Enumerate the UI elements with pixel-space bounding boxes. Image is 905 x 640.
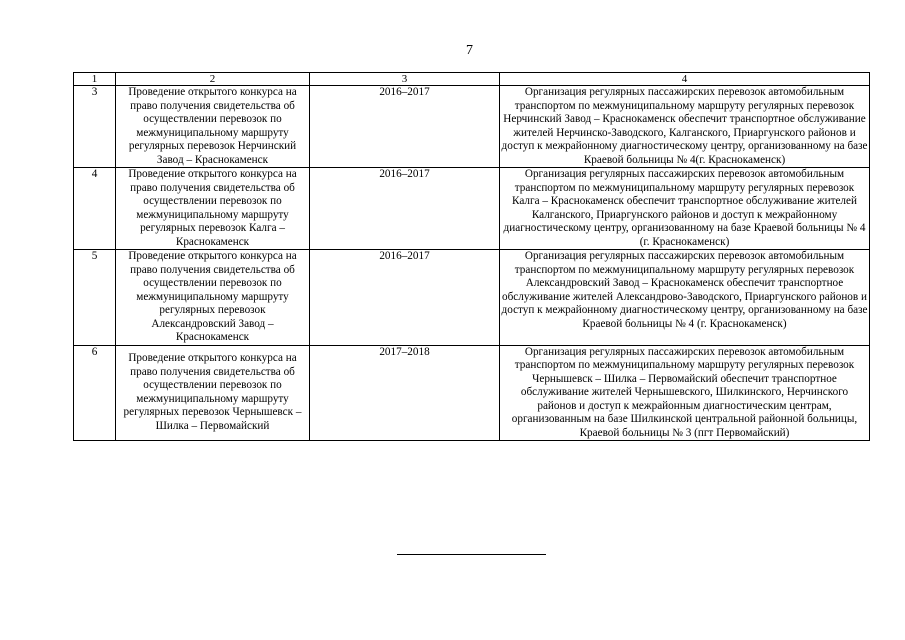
row-number-cell: 5 <box>74 250 116 346</box>
period-cell: 2016–2017 <box>310 168 500 250</box>
result-cell: Организация регулярных пассажирских перевозок автомобильным транспортом по межмуниципальному маршруту регулярных перевозок Калга – Краснокаменск обеспечит транспортное обслуживание жителей Калганского, Приаргунского районов и доступ к межрайонному диагностическому центру, организованному на базе Краевой больницы № 4 (г. Краснокаменск) <box>500 168 870 250</box>
period-cell: 2017–2018 <box>310 345 500 441</box>
header-cell-col-1: 1 <box>74 73 116 86</box>
row-number-cell: 4 <box>74 168 116 250</box>
header-cell-col-2: 2 <box>116 73 310 86</box>
table-row <box>74 250 870 346</box>
activity-cell: Проведение открытого конкурса на право получения свидетельства об осуществлении перевозок по межмуниципальному маршруту регулярных перевозок Александровский Завод – Краснокаменск <box>116 250 310 346</box>
activity-cell: Проведение открытого конкурса на право получения свидетельства об осуществлении перевозок по межмуниципальному маршруту регулярных перевозок Чернышевск – Шилка – Первомайский <box>116 345 310 441</box>
header-cell-col-3: 3 <box>310 73 500 86</box>
result-cell: Организация регулярных пассажирских перевозок автомобильным транспортом по межмуниципальному маршруту регулярных перевозок Нерчинский Завод – Краснокаменск обеспечит транспортное обслуживание жителей Нерчинско-Заводского, Калганского, Приаргунского районов и доступ к межрайонному диагностическому центру, организованному на базе Краевой больницы № 4(г. Краснокаменск) <box>500 86 870 168</box>
row-number-cell: 6 <box>74 345 116 441</box>
period-cell: 2016–2017 <box>310 86 500 168</box>
result-cell: Организация регулярных пассажирских перевозок автомобильным транспортом по межмуниципальному маршруту регулярных перевозок Александровский Завод – Краснокаменск обеспечит транспортное обслуживание жителей Александрово-Заводского, Приаргунского районов и доступ к межрайонному диагностическому центру, организованному на базе Краевой больницы № 4 (г. Краснокаменск) <box>500 250 870 346</box>
activity-cell: Проведение открытого конкурса на право получения свидетельства об осуществлении перевозок по межмуниципальному маршруту регулярных перевозок Нерчинский Завод – Краснокаменск <box>116 86 310 168</box>
footer-divider-line <box>397 554 546 555</box>
page-number: 7 <box>466 43 473 58</box>
row-number-cell: 3 <box>74 86 116 168</box>
table-row <box>74 345 870 441</box>
table-header-row <box>74 73 870 86</box>
measures-table <box>73 72 870 441</box>
table-row <box>74 168 870 250</box>
header-cell-col-4: 4 <box>500 73 870 86</box>
activity-cell: Проведение открытого конкурса на право получения свидетельства об осуществлении перевозок по межмуниципальному маршруту регулярных перевозок Калга – Краснокаменск <box>116 168 310 250</box>
period-cell: 2016–2017 <box>310 250 500 346</box>
table-row <box>74 86 870 168</box>
result-cell: Организация регулярных пассажирских перевозок автомобильным транспортом по межмуниципальному маршруту регулярных перевозок Чернышевск – Шилка – Первомайский обеспечит транспортное обслуживание жителей Чернышевского, Шилкинского, Нерчинского районов и доступ к межрайонным диагностическим центрам, организованным на базе Шилкинской центральной районной больницы, Краевой больницы № 3 (пгт Первомайский) <box>500 345 870 441</box>
